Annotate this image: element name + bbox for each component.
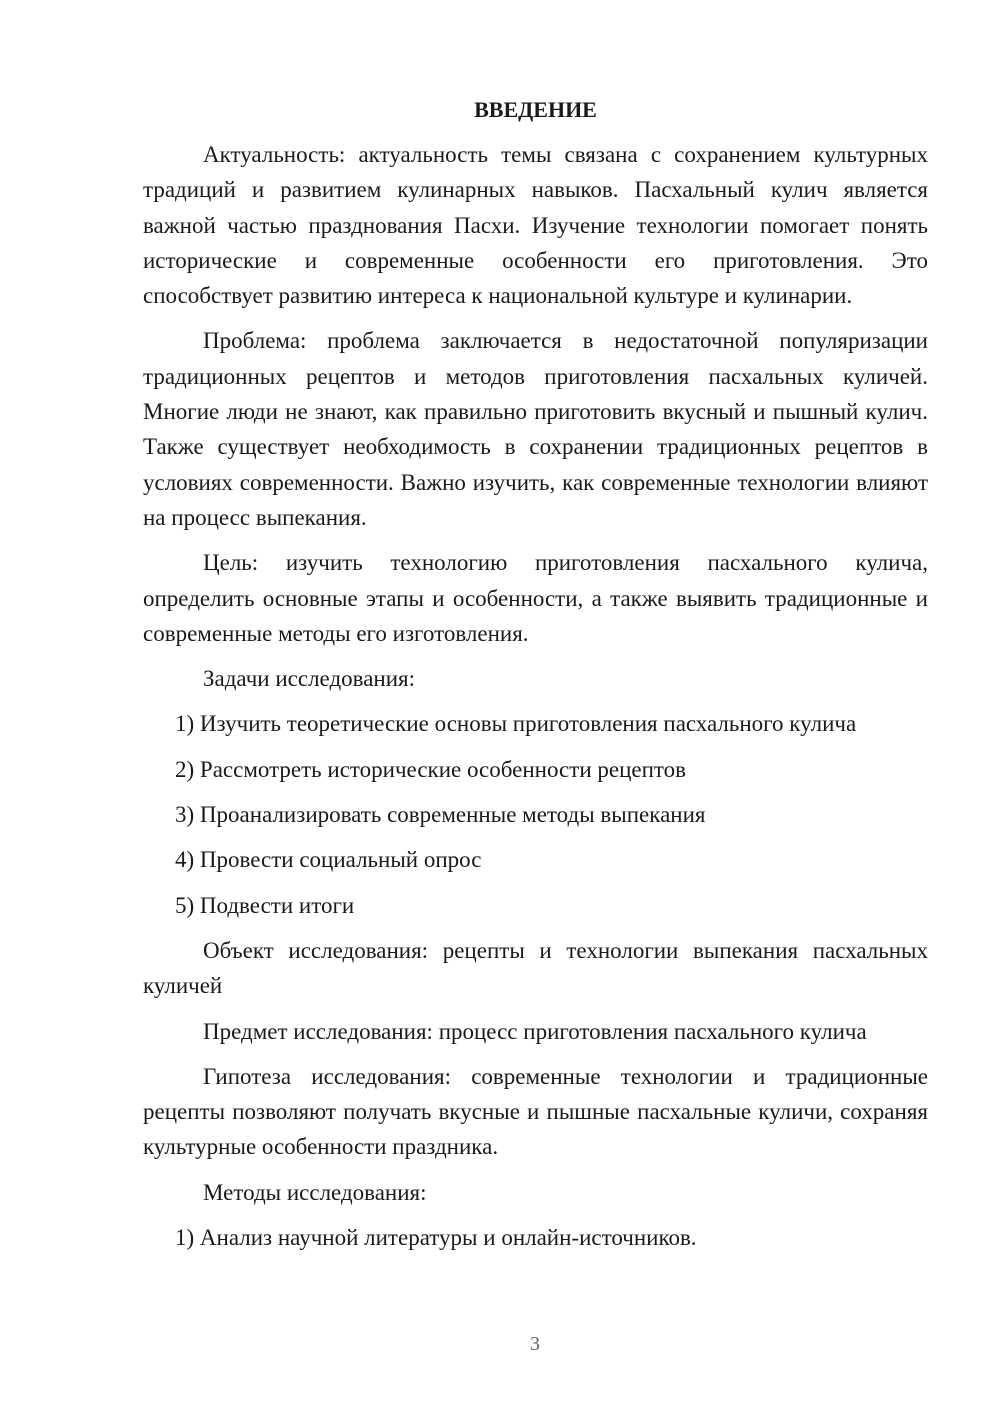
subject-paragraph: Предмет исследования: процесс приготовления пасхального кулича	[203, 1018, 867, 1044]
task-item: 4) Провести социальный опрос	[175, 847, 482, 873]
task-item: 1) Изучить теоретические основы приготовления пасхального кулича	[175, 711, 857, 737]
page-content	[143, 92, 928, 1255]
hypothesis-paragraph: Гипотеза исследования: современные технологии и традиционные рецепты позволяют получать вкусные и пышные пасхальные куличи, сохраняя культурные особенности праздника.	[143, 1063, 928, 1160]
goal-paragraph: Цель: изучить технологию приготовления пасхального кулича, определить основные этапы и особенности, а также выявить традиционные и современные методы его изготовления.	[143, 550, 928, 646]
page-title: ВВЕДЕНИЕ	[474, 97, 597, 122]
task-item: 5) Подвести итоги	[175, 892, 355, 918]
task-item: 2) Рассмотреть исторические особенности рецептов	[175, 756, 687, 782]
relevance-paragraph: Актуальность: актуальность темы связана с сохранением культурных традиций и развитием кулинарных навыков. Пасхальный кулич является важной частью празднования Пасхи. Изучение технологии помогает понять исторические и современные особенности его приготовления. Это способствует развитию интереса к национальной культуре и кулинарии.	[143, 142, 928, 309]
page-number: 3	[530, 1333, 540, 1355]
problem-paragraph: Проблема: проблема заключается в недостаточной популяризации традиционных рецептов и методов приготовления пасхальных куличей. Многие люди не знают, как правильно приготовить вкусный и пышный кулич. Также существует необходимость в сохранении традиционных рецептов в условиях современности. Важно изучить, как современные технологии влияют на процесс выпекания.	[143, 328, 928, 530]
method-item: 1) Анализ научной литературы и онлайн-источников.	[175, 1225, 697, 1251]
tasks-heading: Задачи исследования:	[203, 666, 416, 692]
methods-heading: Методы исследования:	[203, 1179, 427, 1205]
object-paragraph: Объект исследования: рецепты и технологии выпекания пасхальных куличей	[143, 937, 928, 999]
task-item: 3) Проанализировать современные методы выпекания	[175, 802, 706, 828]
